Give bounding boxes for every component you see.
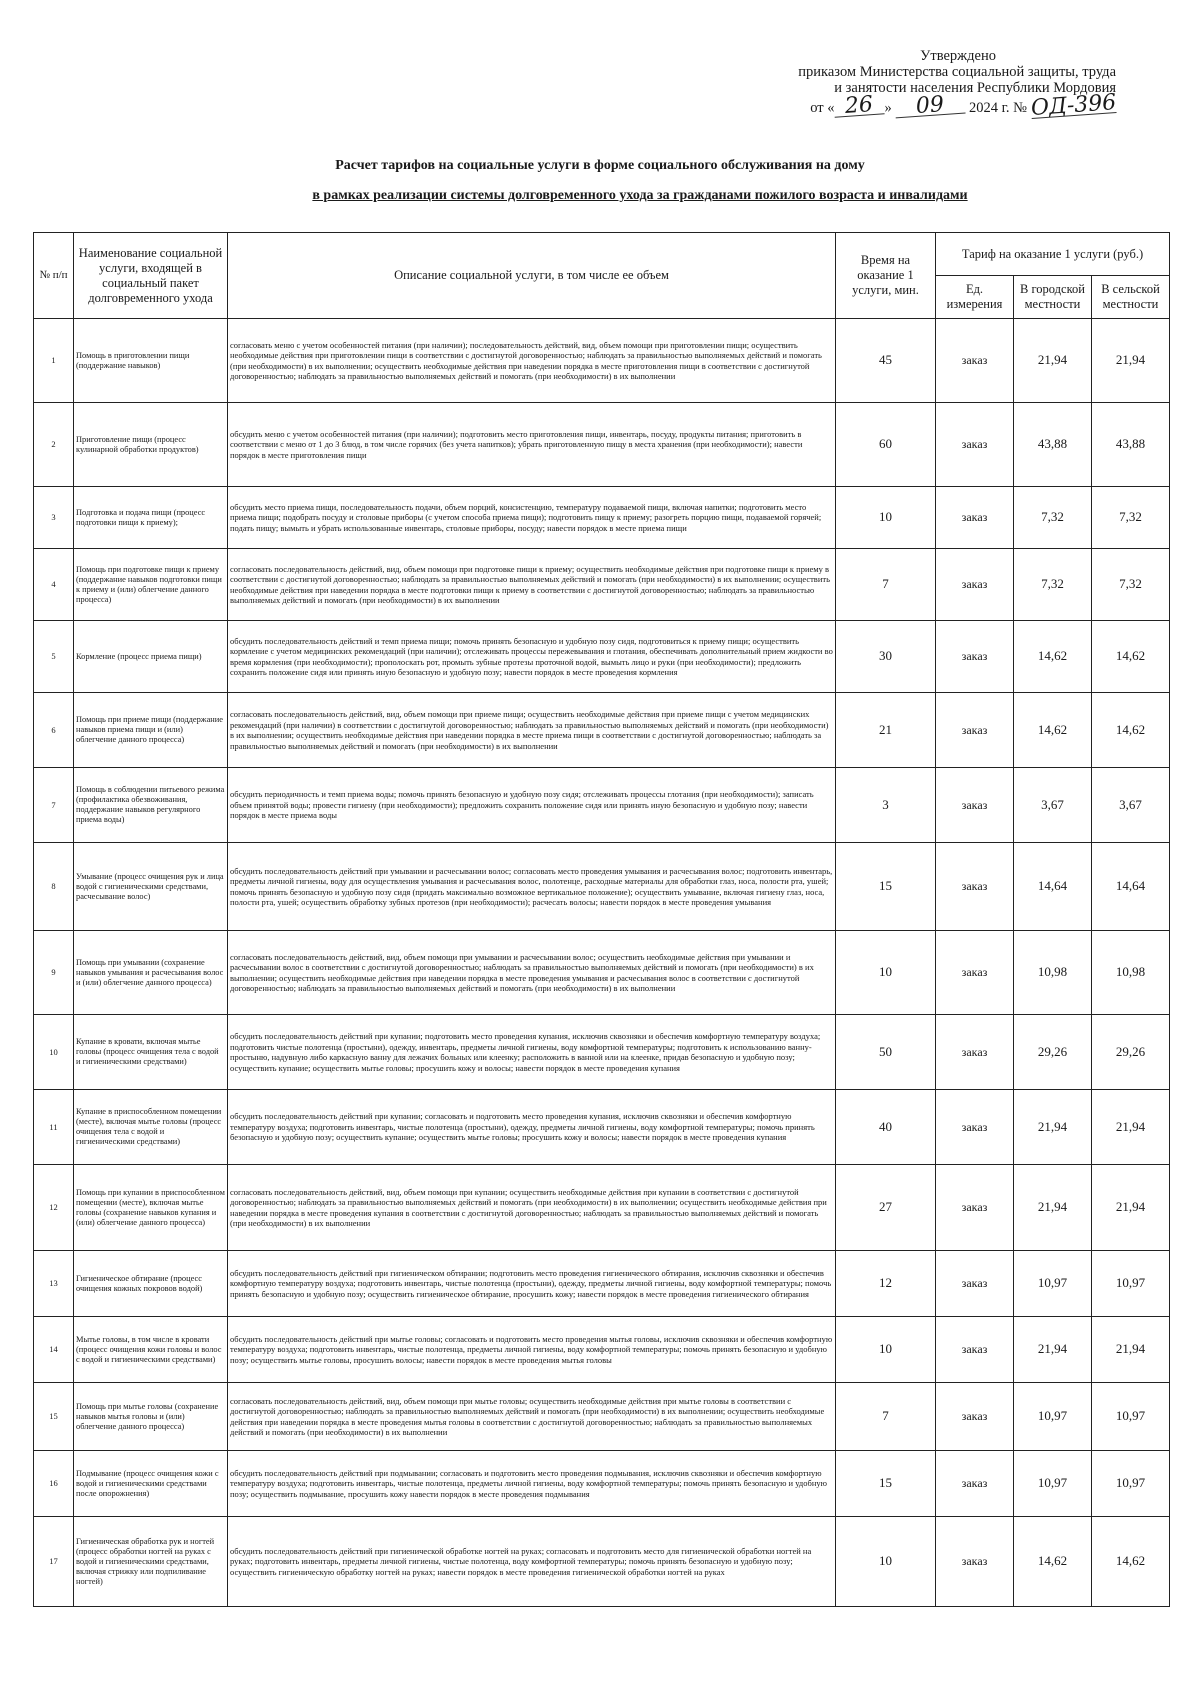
service-time: 30 xyxy=(836,621,936,693)
service-description: согласовать последовательность действий, вид, объем помощи при мытье головы; осуществить необходимые действия при мытье головы в соответствии с достигнутой договоренностью; наблюдать за правильностью выполняемых действий и помогать (при необходимости) в их выполнении; осуществить необходимые действия при наведении порядка в месте проведения мытья головы в соответствии с достигнутой договоренностью; наблюдать за правильностью выполняемых действий и помогать (при необходимости) в их выполнении xyxy=(228,1383,836,1451)
table-row xyxy=(34,931,1170,1015)
date-mid: » xyxy=(884,100,892,116)
service-description: обсудить меню с учетом особенностей питания (при наличии); подготовить место приготовления пищи, инвентарь, посуду, продукты питания; приготовить в соответствии с меню от 1 до 3 блюд, в том числе горячих (без учета напитков); убрать приготовленную пищу в места хранения (при необходимости); навести порядок в месте приготовления пищи xyxy=(228,403,836,487)
service-time: 45 xyxy=(836,319,936,403)
row-number: 12 xyxy=(34,1165,74,1251)
tariff-rural: 14,62 xyxy=(1092,693,1170,768)
service-unit: заказ xyxy=(936,1090,1014,1165)
table-row xyxy=(34,1451,1170,1517)
row-number: 14 xyxy=(34,1317,74,1383)
row-number: 15 xyxy=(34,1383,74,1451)
row-number: 16 xyxy=(34,1451,74,1517)
service-unit: заказ xyxy=(936,403,1014,487)
service-unit: заказ xyxy=(936,487,1014,549)
service-time: 10 xyxy=(836,1517,936,1607)
service-description: согласовать последовательность действий, вид, объем помощи при приеме пищи; осуществить необходимые действия при приеме пищи с учетом медицинских рекомендаций (при наличии) в соответствии с достигнутой договоренностью; наблюдать за правильностью выполняемых действий и помогать (при необходимости) в их выполнении; осуществить необходимые действия при наведении порядка в месте приема пищи в соответствии с достигнутой договоренностью; наблюдать за правильностью выполняемых действий и помогать (при необходимости) в их выполнении xyxy=(228,693,836,768)
tariff-rural: 7,32 xyxy=(1092,549,1170,621)
service-unit: заказ xyxy=(936,1451,1014,1517)
tariff-city: 10,98 xyxy=(1014,931,1092,1015)
row-number: 10 xyxy=(34,1015,74,1090)
tariff-city: 43,88 xyxy=(1014,403,1092,487)
tariff-rural: 29,26 xyxy=(1092,1015,1170,1090)
service-name: Помощь в приготовлении пищи (поддержание навыков) xyxy=(74,319,228,403)
tariff-city: 7,32 xyxy=(1014,487,1092,549)
service-time: 21 xyxy=(836,693,936,768)
service-name: Помощь при купании в приспособленном помещении (месте), включая мытье головы (сохранение навыков купания и (или) облегчение данного процесса) xyxy=(74,1165,228,1251)
table-row xyxy=(34,487,1170,549)
service-name: Помощь в соблюдении питьевого режима (профилактика обезвоживания, поддержание навыков регулярного приема воды) xyxy=(74,768,228,843)
service-time: 10 xyxy=(836,931,936,1015)
service-unit: заказ xyxy=(936,1015,1014,1090)
table-row xyxy=(34,1090,1170,1165)
service-name: Купание в кровати, включая мытье головы (процесс очищения тела с водой и гигиеническими средствами) xyxy=(74,1015,228,1090)
table-row xyxy=(34,403,1170,487)
service-time: 10 xyxy=(836,487,936,549)
tariff-city: 14,62 xyxy=(1014,1517,1092,1607)
service-description: обсудить последовательность действий при умывании и расчесывании волос; согласовать место проведения умывания и расчесывания волос; подготовить инвентарь, предметы личной гигиены, воду для осуществления умывания и расчесывания волос, полотенце, расходные материалы для обработки глаз, носа, полости рта, ушей; помочь принять безопасную и удобную позу сидя (придать максимально возможное вертикальное положение); осуществить умывание, включая гигиену глаз, носа, полости рта, ушей; осуществить обработку зубных протезов (при необходимости); расчесать волосы; навести порядок в месте проведения умывания xyxy=(228,843,836,931)
approval-stamp xyxy=(736,48,1117,121)
tariff-city: 14,64 xyxy=(1014,843,1092,931)
row-number: 13 xyxy=(34,1251,74,1317)
table-row xyxy=(34,1317,1170,1383)
service-description: обсудить периодичность и темп приема воды; помочь принять безопасную и удобную позу сидя; отслеживать процессы глотания (при необходимости); записать объем принятой воды; провести гигиену (при необходимости); предложить сохранить положение сидя или принять иную безопасную и удобную позу; навести порядок в месте приема воды xyxy=(228,768,836,843)
service-name: Помощь при мытье головы (сохранение навыков мытья головы и (или) облегчение данного процесса) xyxy=(74,1383,228,1451)
table-row xyxy=(34,1015,1170,1090)
service-unit: заказ xyxy=(936,1317,1014,1383)
tariff-rural: 10,97 xyxy=(1092,1251,1170,1317)
service-description: обсудить последовательность действий и темп приема пищи; помочь принять безопасную и удобную позу сидя, подготовиться к приему пищи; осуществить кормление с учетом медицинских рекомендаций (при наличии); отслеживать процессы пережевывания и глотания, обеспечивать дополнительный прием жидкости во время кормления (при необходимости); прополоскать рот, промыть зубные протезы проточной водой, вымыть лицо и руки (при необходимости); предложить сохранить положение сидя или принять иную безопасную и удобную позу; навести порядок в месте проведения кормления xyxy=(228,621,836,693)
service-unit: заказ xyxy=(936,768,1014,843)
row-number: 1 xyxy=(34,319,74,403)
approval-line-2: приказом Министерства социальной защиты, труда xyxy=(798,64,1116,80)
tariff-rural: 21,94 xyxy=(1092,1317,1170,1383)
service-description: обсудить последовательность действий при подмывании; согласовать и подготовить место проведения подмывания, исключив сквозняки и обеспечив комфортную температуру воздуха; подготовить инвентарь, чистые полотенца, предметы личной гигиены, воду комфортной температуры; помочь принять безопасную и удобную позу; осуществить подмывание, просушить кожу навести порядок в месте проведения подмывания xyxy=(228,1451,836,1517)
tariff-rural: 3,67 xyxy=(1092,768,1170,843)
service-unit: заказ xyxy=(936,1383,1014,1451)
service-time: 60 xyxy=(836,403,936,487)
tariff-rural: 14,62 xyxy=(1092,621,1170,693)
service-name: Гигиеническое обтирание (процесс очищения кожных покровов водой) xyxy=(74,1251,228,1317)
service-time: 50 xyxy=(836,1015,936,1090)
service-unit: заказ xyxy=(936,1251,1014,1317)
service-unit: заказ xyxy=(936,843,1014,931)
tariff-city: 21,94 xyxy=(1014,1165,1092,1251)
service-time: 3 xyxy=(836,768,936,843)
header-unit: Ед. измерения xyxy=(936,276,1014,319)
tariff-rural: 43,88 xyxy=(1092,403,1170,487)
tariff-city: 10,97 xyxy=(1014,1251,1092,1317)
service-name: Гигиеническая обработка рук и ногтей (процесс обработки ногтей на руках с водой и гигиеническими средствами, включая стрижку или подпиливание ногтей) xyxy=(74,1517,228,1607)
tariff-rural: 7,32 xyxy=(1092,487,1170,549)
tariff-city: 21,94 xyxy=(1014,319,1092,403)
service-time: 27 xyxy=(836,1165,936,1251)
table-row xyxy=(34,1383,1170,1451)
tariff-city: 14,62 xyxy=(1014,693,1092,768)
approval-heading: Утверждено xyxy=(920,48,996,64)
header-tariff: Тариф на оказание 1 услуги (руб.) xyxy=(936,233,1170,276)
tariff-rural: 14,62 xyxy=(1092,1517,1170,1607)
document-title: Расчет тарифов на социальные услуги в форме социального обслуживания на дому xyxy=(335,158,865,173)
row-number: 2 xyxy=(34,403,74,487)
service-description: обсудить последовательность действий при мытье головы; согласовать и подготовить место проведения мытья головы, исключив сквозняки и обеспечив комфортную температуру воздуха; подготовить инвентарь, чистые полотенца, предметы личной гигиены, воду комфортной температуры; помочь принять безопасную и удобную позу; осуществить мытье головы, просушить волосы; навести порядок в месте проведения мытья головы xyxy=(228,1317,836,1383)
table-row xyxy=(34,693,1170,768)
service-unit: заказ xyxy=(936,693,1014,768)
service-time: 12 xyxy=(836,1251,936,1317)
tariff-city: 10,97 xyxy=(1014,1383,1092,1451)
service-time: 15 xyxy=(836,1451,936,1517)
year-text: 2024 г. № xyxy=(968,100,1028,116)
header-rural: В сельской местности xyxy=(1092,276,1170,319)
service-unit: заказ xyxy=(936,1165,1014,1251)
service-name: Умывание (процесс очищения рук и лица водой с гигиеническими средствами, расчесывание волос) xyxy=(74,843,228,931)
table-row xyxy=(34,1517,1170,1607)
header-city: В городской местности xyxy=(1014,276,1092,319)
tariff-table xyxy=(33,232,1170,1607)
tariff-city: 29,26 xyxy=(1014,1015,1092,1090)
service-name: Кормление (процесс приема пищи) xyxy=(74,621,228,693)
service-description: обсудить последовательность действий при купании; подготовить место проведения купания, исключив сквозняки и обеспечив комфортную температуру воздуха; подготовить чистые полотенца (простыни), одежду, инвентарь, предметы личной гигиены, воду комфортной температуры; подготовить к использованию ванну-простыню, надувную либо каркасную ванну для лежачих больных или клеенку; расположить в ванной или на клеенке, придав безопасную и удобную позу; осуществить купание; осуществить мытье головы; просушить кожу и волосы; навести порядок в месте проведения купания xyxy=(228,1015,836,1090)
approval-date-line xyxy=(736,90,1117,121)
table-body xyxy=(34,319,1170,1607)
header-time: Время на оказание 1 услуги, мин. xyxy=(836,233,936,319)
service-unit: заказ xyxy=(936,621,1014,693)
table-row xyxy=(34,549,1170,621)
service-description: обсудить последовательность действий при купании; согласовать и подготовить место проведения купания, исключив сквозняки и обеспечив комфортную температуру воздуха; подготовить инвентарь, чистые полотенца (простыни), одежду, предметы личной гигиены, воду комфортной температуры; помочь принять безопасную и удобную позу; осуществить купание; осуществить мытье головы; просушить кожу и волосы; навести порядок в месте проведения купания xyxy=(228,1090,836,1165)
row-number: 9 xyxy=(34,931,74,1015)
service-name: Купание в приспособленном помещении (месте), включая мытье головы (процесс очищения тела с водой и гигиеническими средствами) xyxy=(74,1090,228,1165)
handwritten-number: ОД-396 xyxy=(1029,90,1117,121)
tariff-rural: 21,94 xyxy=(1092,1165,1170,1251)
tariff-rural: 14,64 xyxy=(1092,843,1170,931)
tariff-city: 3,67 xyxy=(1014,768,1092,843)
table-row xyxy=(34,621,1170,693)
service-description: согласовать последовательность действий, вид, объем помощи при умывании и расчесывании волос; осуществить необходимые действия при умывании и расчесывании волос в соответствии с достигнутой договоренностью; наблюдать за правильностью выполняемых действий и помогать (при необходимости) в их выполнении; осуществить необходимые действия при наведении порядка в месте проведения умывания и расчесывания волос в соответствии с достигнутой договоренностью; наблюдать за правильностью выполняемых действий и помогать (при необходимости) в их выполнении xyxy=(228,931,836,1015)
service-description: обсудить место приема пищи, последовательность подачи, объем порций, консистенцию, температуру подаваемой пищи, включая напитки; подготовить место приема пищи; подобрать посуду и столовые приборы (с учетом способа приема пищи); подготовить пищу к приему; разогреть порцию пищи, подаваемой горячей; подать пищу; вымыть и убрать использованные инвентарь, столовые приборы, посуду; навести порядок в месте приема пищи xyxy=(228,487,836,549)
table-row xyxy=(34,1165,1170,1251)
service-time: 7 xyxy=(836,549,936,621)
handwritten-month: 09 xyxy=(895,95,966,119)
row-number: 5 xyxy=(34,621,74,693)
date-prefix: от « xyxy=(810,100,835,116)
service-description: согласовать меню с учетом особенностей питания (при наличии); последовательность действий, вид, объем помощи при приготовлении пищи; осуществить необходимые действия при приготовлении пищи в соответствии с достигнутой договоренностью; наблюдать за правильностью выполняемых действий и помогать (при необходимости) в их выполнении; осуществить необходимые действия при наведении порядка в месте приготовления пищи в соответствии с достигнутой договоренностью; наблюдать за правильностью выполняемых действий и помогать (при необходимости) в их выполнении xyxy=(228,319,836,403)
row-number: 8 xyxy=(34,843,74,931)
tariff-rural: 10,97 xyxy=(1092,1383,1170,1451)
row-number: 3 xyxy=(34,487,74,549)
tariff-rural: 10,97 xyxy=(1092,1451,1170,1517)
row-number: 11 xyxy=(34,1090,74,1165)
tariff-rural: 10,98 xyxy=(1092,931,1170,1015)
tariff-city: 21,94 xyxy=(1014,1090,1092,1165)
tariff-rural: 21,94 xyxy=(1092,319,1170,403)
header-num: № п/п xyxy=(34,233,74,319)
service-description: обсудить последовательность действий при гигиеническом обтирании; подготовить место проведения гигиенического обтирания, исключив сквозняки и обеспечив комфортную температуру воздуха; подготовить инвентарь, чистые полотенца (простыни), одежду, предметы личной гигиены, воду комфортной температуры; помочь принять безопасную и удобную позу; осуществить гигиеническое обтирание, просушить кожу; навести порядок в месте проведения гигиенического обтирания xyxy=(228,1251,836,1317)
row-number: 6 xyxy=(34,693,74,768)
service-description: согласовать последовательность действий, вид, объем помощи при купании; осуществить необходимые действия при купании в соответствии с достигнутой договоренностью; наблюдать за правильностью выполняемых действий и помогать (при необходимости) в их выполнении; осуществить необходимые действия при наведении порядка в месте проведения купания в соответствии с достигнутой договоренностью; наблюдать за правильностью выполняемых действий и помогать (при необходимости) в их выполнении xyxy=(228,1165,836,1251)
service-unit: заказ xyxy=(936,1517,1014,1607)
table-row xyxy=(34,1251,1170,1317)
service-time: 10 xyxy=(836,1317,936,1383)
header-description: Описание социальной услуги, в том числе ее объем xyxy=(228,233,836,319)
service-time: 15 xyxy=(836,843,936,931)
service-unit: заказ xyxy=(936,931,1014,1015)
service-name: Подготовка и подача пищи (процесс подготовки пищи к приему); xyxy=(74,487,228,549)
handwritten-day: 26 xyxy=(834,95,885,117)
tariff-city: 14,62 xyxy=(1014,621,1092,693)
service-name: Помощь при приеме пищи (поддержание навыков приема пищи и (или) облегчение данного процесса) xyxy=(74,693,228,768)
tariff-rural: 21,94 xyxy=(1092,1090,1170,1165)
service-time: 40 xyxy=(836,1090,936,1165)
service-name: Помощь при умывании (сохранение навыков умывания и расчесывания волос и (или) облегчение данного процесса) xyxy=(74,931,228,1015)
service-description: обсудить последовательность действий при гигиенической обработке ногтей на руках; согласовать и подготовить место для гигиенической обработки ногтей на руках; подготовить инвентарь, предметы личной гигиены, чистые полотенца, воду комфортной температуры; помочь принять безопасную и удобную позу; осуществить гигиеническую обработку ногтей на руках; навести порядок в месте проведения гигиенической обработки ногтей на руках xyxy=(228,1517,836,1607)
table-row xyxy=(34,319,1170,403)
table-row xyxy=(34,768,1170,843)
service-name: Подмывание (процесс очищения кожи с водой и гигиеническими средствами после опорожнения) xyxy=(74,1451,228,1517)
row-number: 17 xyxy=(34,1517,74,1607)
approval-line-3: и занятости населения Республики Мордовия xyxy=(834,80,1116,96)
service-name: Помощь при подготовке пищи к приему (поддержание навыков подготовки пищи к приему и (или) облегчение данного процесса) xyxy=(74,549,228,621)
service-unit: заказ xyxy=(936,319,1014,403)
service-name: Приготовление пищи (процесс кулинарной обработки продуктов) xyxy=(74,403,228,487)
service-unit: заказ xyxy=(936,549,1014,621)
tariff-city: 10,97 xyxy=(1014,1451,1092,1517)
header-service-name: Наименование социальной услуги, входящей в социальный пакет долговременного ухода xyxy=(74,233,228,319)
row-number: 4 xyxy=(34,549,74,621)
service-description: согласовать последовательность действий, вид, объем помощи при подготовке пищи к приему; осуществить необходимые действия при подготовке пищи к приему в соответствии с достигнутой договоренностью; наблюдать за правильностью выполняемых действий и помогать (при необходимости) в их выполнении; осуществить необходимые действия при наведении порядка в месте подготовки пищи к приему в соответствии с достигнутой договоренностью; наблюдать за правильностью выполняемых действий и помогать (при необходимости) в их выполнении xyxy=(228,549,836,621)
row-number: 7 xyxy=(34,768,74,843)
tariff-city: 21,94 xyxy=(1014,1317,1092,1383)
document-subtitle: в рамках реализации системы долговременного ухода за гражданами пожилого возраста и инвалидами xyxy=(312,188,968,203)
service-name: Мытье головы, в том числе в кровати (процесс очищения кожи головы и волос с водой и гигиеническими средствами) xyxy=(74,1317,228,1383)
tariff-city: 7,32 xyxy=(1014,549,1092,621)
service-time: 7 xyxy=(836,1383,936,1451)
table-row xyxy=(34,843,1170,931)
